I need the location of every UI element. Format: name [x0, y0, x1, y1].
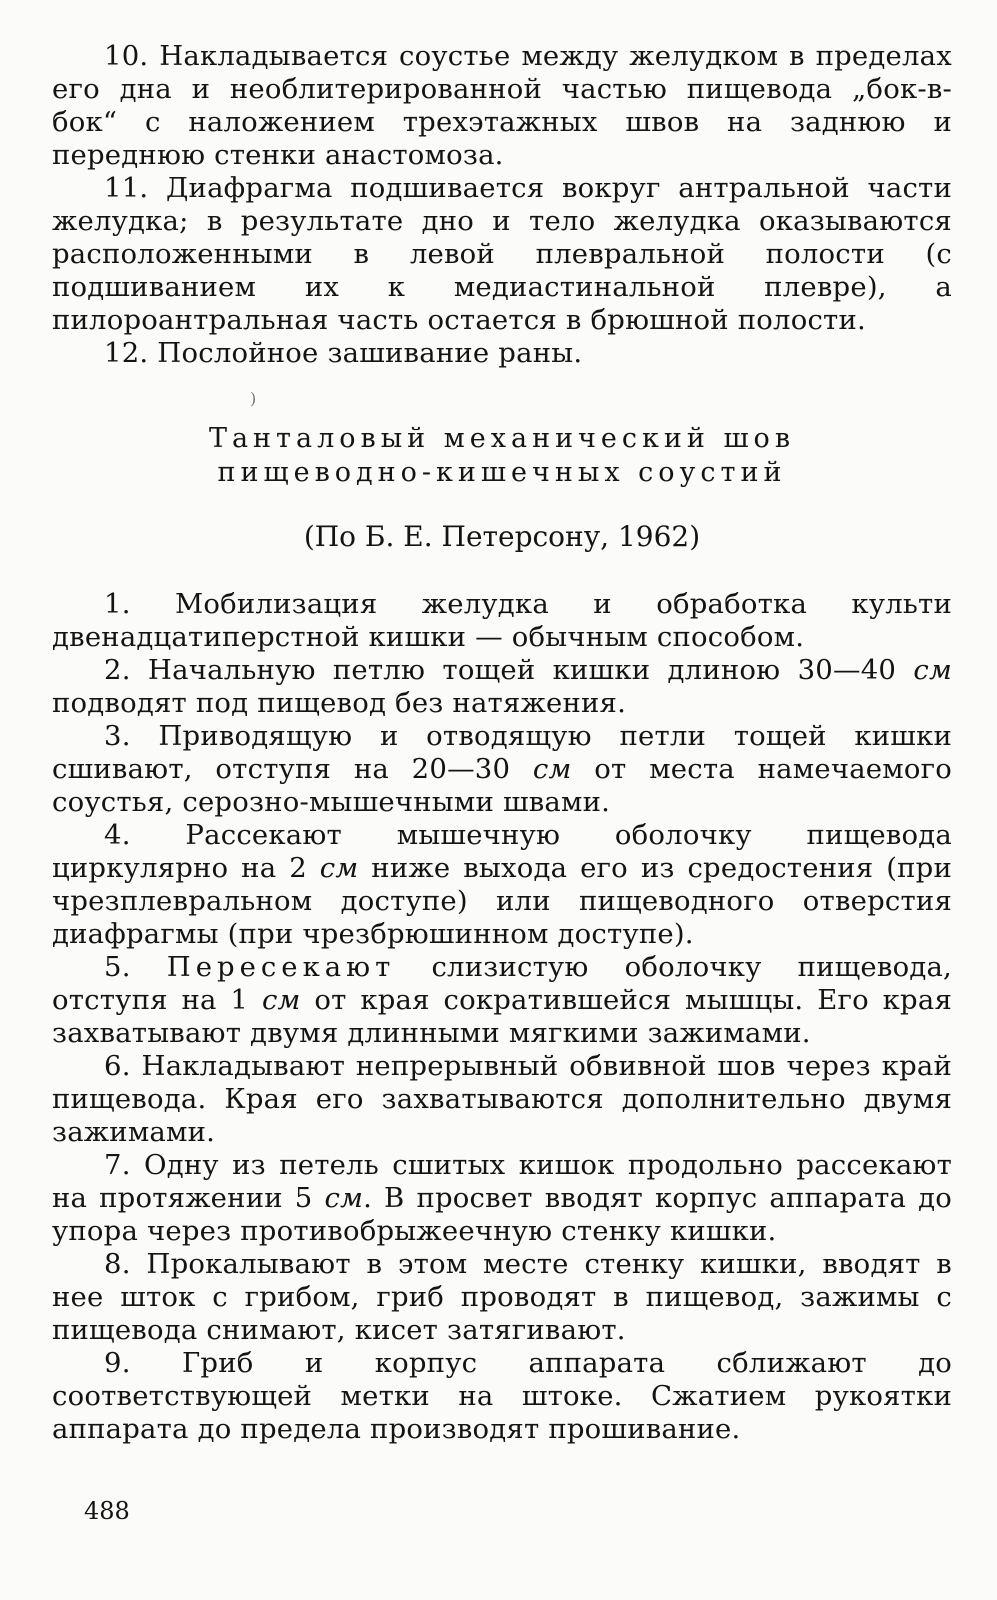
- step-4: 4. Рассекают мышечную оболочку пищевода циркулярно на 2 см ниже выхода его из средостения (при чрезплевральном доступе) или пищеводного отверстия диафрагмы (при чрезбрюшинном доступе).: [52, 819, 952, 950]
- section-title-line-1: Танталовый механический шов: [208, 423, 796, 454]
- paragraph-10: 10. Накладывается соустье между желудком в пределах его дна и необлитерированной частью пищевода „бок-в-бок“ с наложением трехэтажных швов на заднюю и переднюю стенки анастомоза.: [52, 40, 952, 171]
- unit: см: [913, 654, 952, 686]
- page-number: 488: [84, 1497, 130, 1525]
- unit: см: [532, 753, 572, 785]
- step-8: 8. Прокалывают в этом месте стенку кишки, вводят в нее шток с грибом, гриб проводят в пищевод, зажимы с пищевода снимают, кисет затягивают.: [52, 1248, 952, 1346]
- step-7: 7. Одну из петель сшитых кишок продольно рассекают на протяжении 5 см. В просвет вводят корпус аппарата до упора через противобрыжеечную стенку кишки.: [52, 1149, 952, 1247]
- step-6: 6. Накладывают непрерывный обвивной шов через край пищевода. Края его захватываются дополнительно двумя зажимами.: [52, 1050, 952, 1148]
- step-9: 9. Гриб и корпус аппарата сближают до соответствующей метки на штоке. Сжатием рукоятки аппарата до предела производят прошивание.: [52, 1347, 952, 1445]
- section-author: (По Б. Е. Петерсону, 1962): [303, 520, 701, 553]
- step-5: 5. Пересекают слизистую оболочку пищевода, отступя на 1 см от края сократившейся мышцы. Его края захватывают двумя длинными мягкими зажимами.: [52, 951, 952, 1049]
- spaced-verb: Пересекают: [166, 951, 396, 983]
- step-3: 3. Приводящую и отводящую петли тощей кишки сшивают, отступя на 20—30 см от места намечаемого соустья, серозно-мышечными швами.: [52, 720, 952, 818]
- paragraph-11: 11. Диафрагма подшивается вокруг антральной части желудка; в результате дно и тело желудка оказываются расположенными в левой плевральной полости (с подшиванием их к медиастинальной плевре), а пилороантральная часть остается в брюшной полости.: [52, 172, 952, 336]
- unit: см: [261, 984, 301, 1016]
- section-title-line-2: пищеводно-кишечных соустий: [217, 457, 787, 488]
- section-title: [52, 422, 952, 490]
- step-1: 1. Мобилизация желудка и обработка культи двенадцатиперстной кишки — обычным способом.: [52, 588, 952, 653]
- step-2: 2. Начальную петлю тощей кишки длиною 30—40 см подводят под пищевод без натяжения.: [52, 654, 952, 719]
- page-body: [52, 40, 952, 1446]
- paragraph-12: 12. Послойное зашивание раны.: [104, 337, 583, 369]
- unit: см: [324, 1182, 364, 1214]
- margin-mark: ): [250, 389, 257, 408]
- unit: см: [319, 852, 359, 884]
